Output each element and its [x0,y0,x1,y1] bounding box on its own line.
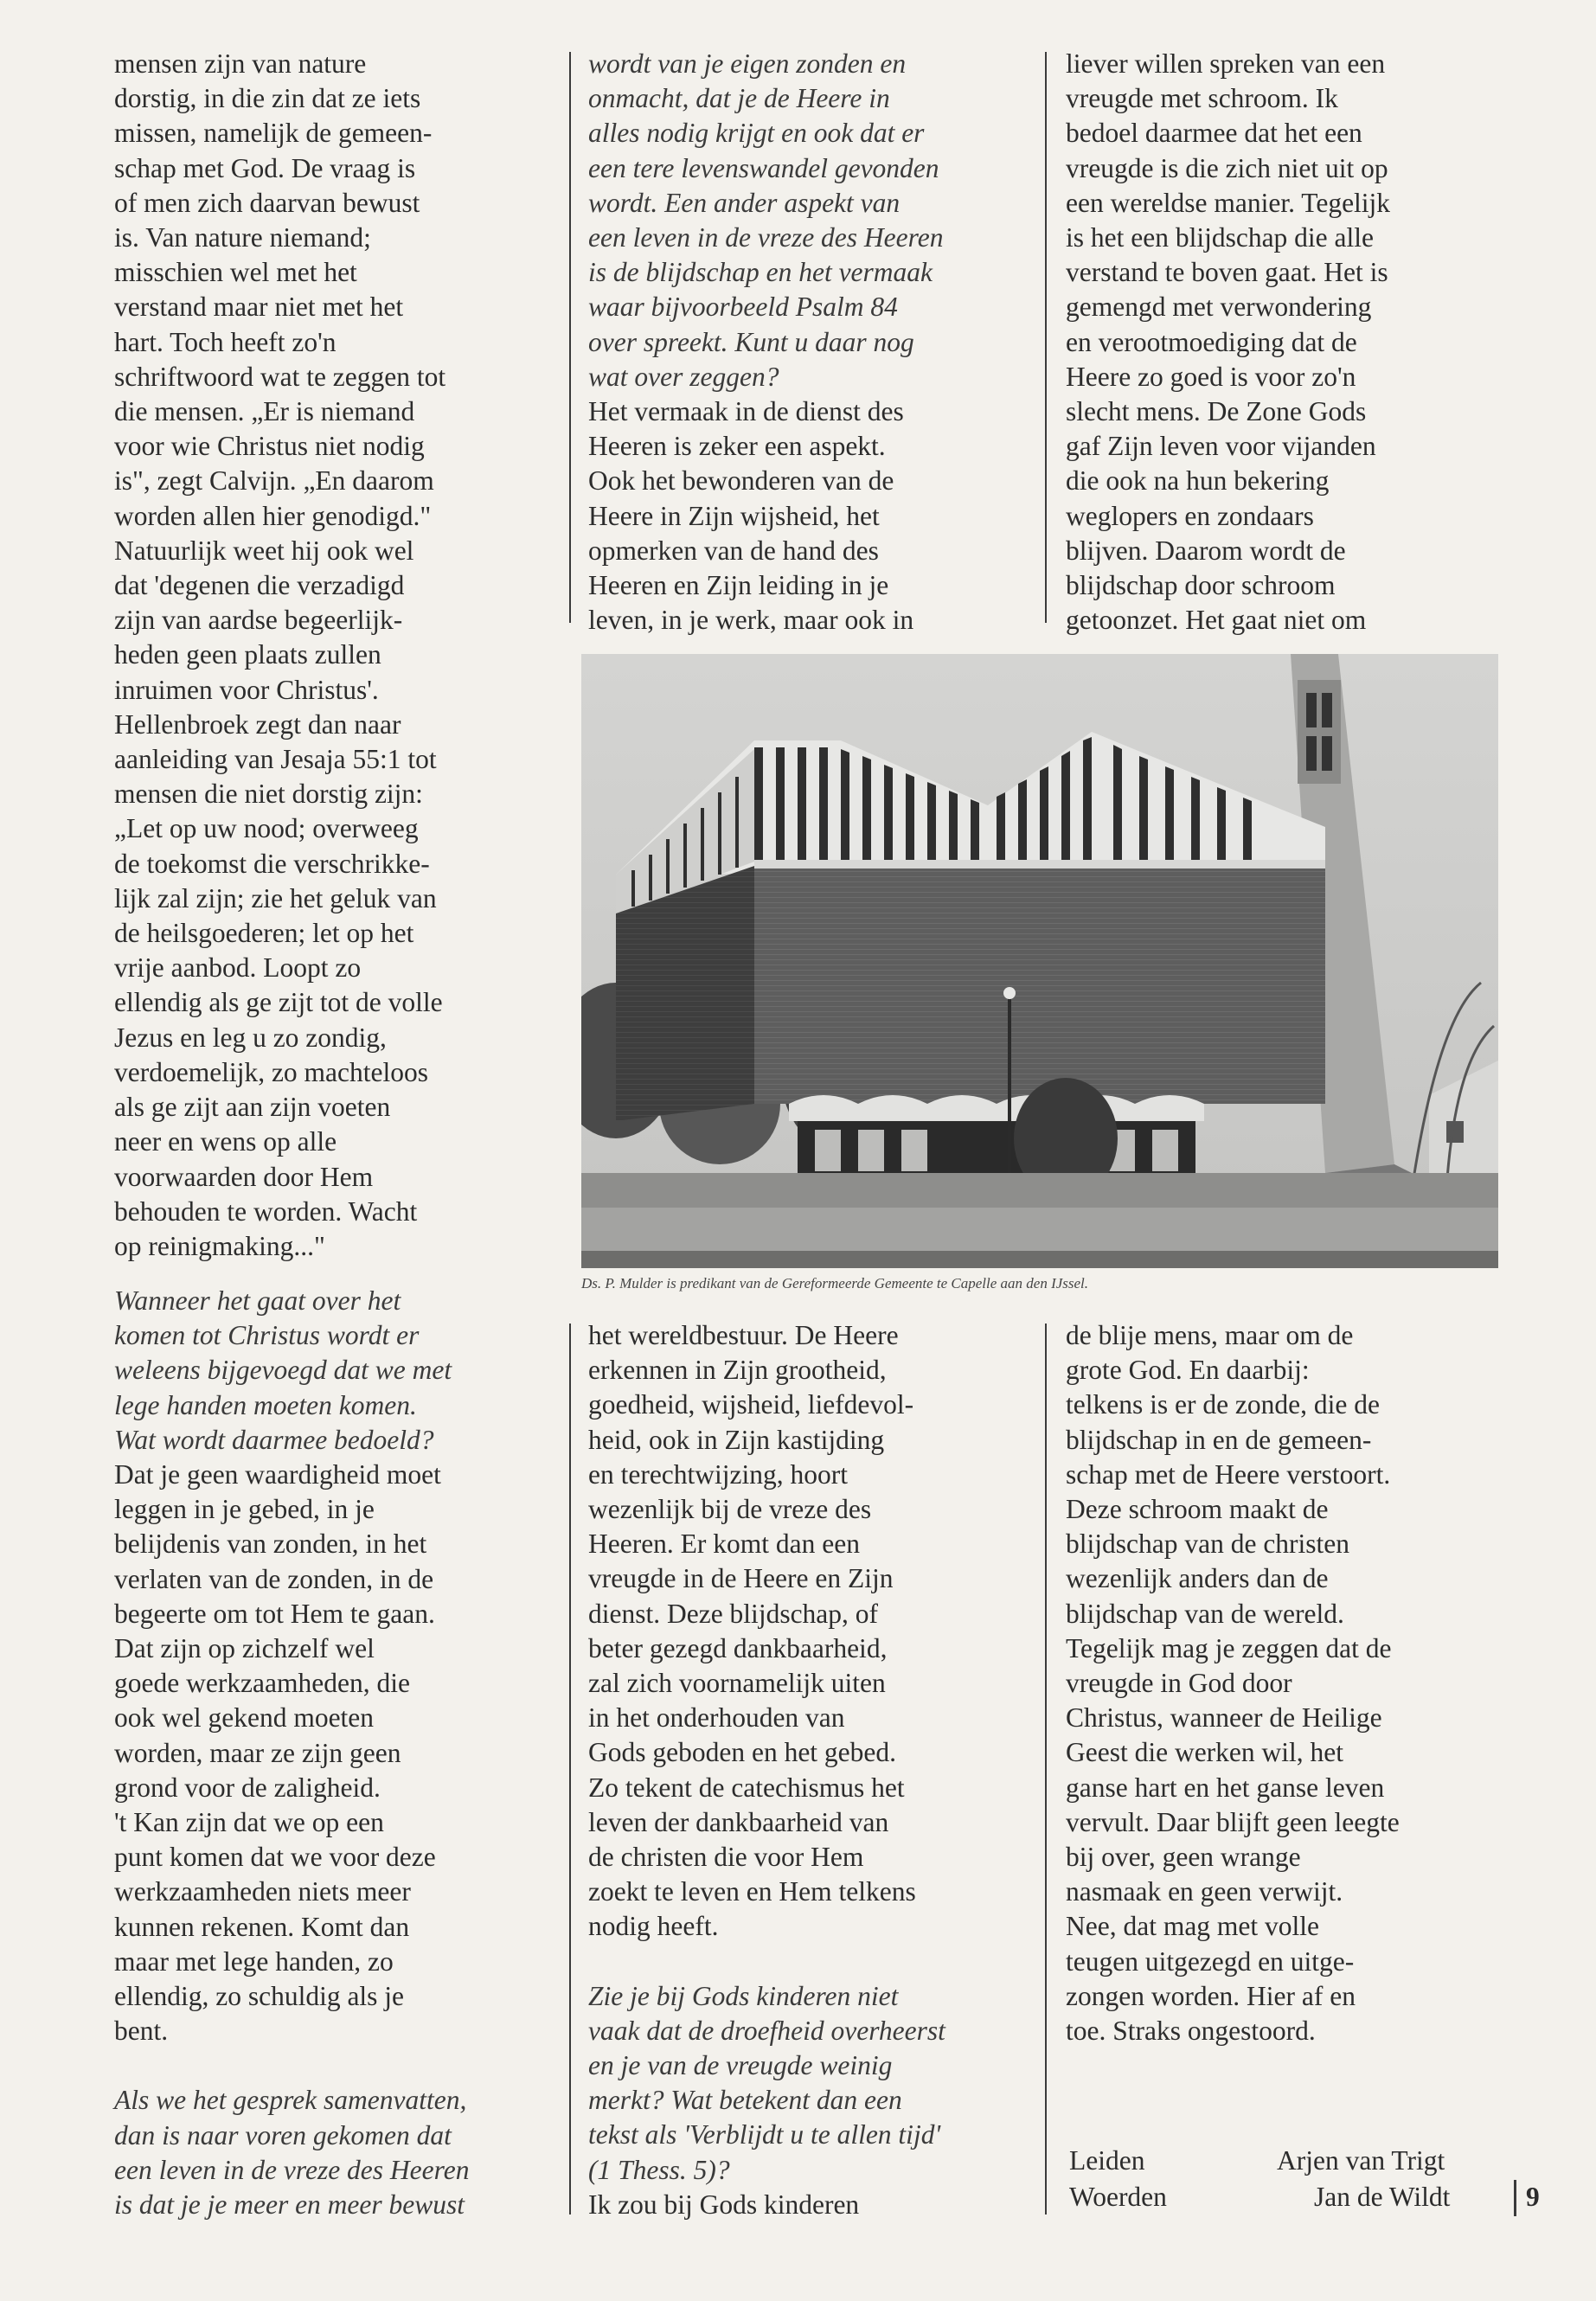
text-line: Heere in Zijn wijsheid, het [588,500,880,531]
question-line: en je van de vreugde weinig [588,2050,893,2081]
text-line: punt komen dat we voor deze [114,1842,436,1873]
text-line: ellendig als ge zijt tot de volle [114,987,443,1018]
text-line: is", zegt Calvijn. „En daarom [114,465,434,497]
text-line: blijdschap van de christen [1066,1529,1350,1560]
text-line: wezenlijk anders dan de [1066,1563,1329,1594]
text-line: is het een blijdschap die alle [1066,222,1375,253]
text-line: ook wel gekend moeten [114,1702,375,1734]
text-line: Gods geboden en het gebed. [588,1737,897,1768]
text-line: misschien wel met het [114,257,357,288]
question-line: waar bijvoorbeeld Psalm 84 [588,292,898,323]
column-rule [1045,1324,1047,2214]
text-line: dorstig, in die zin dat ze iets [114,83,421,114]
text-line: worden, maar ze zijn geen [114,1737,401,1768]
column-rule [1045,52,1047,623]
text-line: blijven. Daarom wordt de [1066,535,1346,566]
text-line: en verootmoediging dat de [1066,326,1357,357]
text-line: missen, namelijk de gemeen- [114,118,433,149]
signature-place-1: Leiden [1069,2145,1145,2176]
text-line: verlaten van de zonden, in de [114,1563,434,1594]
text-line: dat 'degenen die verzadigd [114,570,405,601]
text-line: vervult. Daar blijft geen leegte [1066,1806,1400,1837]
question-line: Wanneer het gaat over het [114,1285,401,1316]
church-photo [581,654,1498,1268]
question-line: alles nodig krijgt en ook dat er [588,118,925,149]
question-line: dan is naar voren gekomen dat [114,2119,452,2150]
text-line: mensen die niet dorstig zijn: [114,779,423,810]
text-line: kunnen rekenen. Komt dan [114,1911,410,1942]
text-line: liever willen spreken van een [1066,48,1386,79]
page-number: 9 [1526,2182,1540,2212]
text-line: weglopers en zondaars [1066,500,1314,531]
text-line: de christen die voor Hem [588,1842,864,1873]
question-line: (1 Thess. 5)? [588,2154,730,2185]
text-line: vreugde is die zich niet uit op [1066,152,1388,183]
column-rule [569,52,571,623]
question-line: wordt. Een ander aspekt van [588,187,901,218]
text-line: Zo tekent de catechismus het [588,1772,905,1803]
question-line: wat over zeggen? [588,361,779,392]
text-line: vreugde in de Heere en Zijn [588,1563,894,1594]
text-line: Hellenbroek zegt dan naar [114,708,401,740]
text-line: heden geen plaats zullen [114,639,381,670]
text-line: verdoemelijk, zo machteloos [114,1056,429,1087]
question-line: weleens bijgevoegd dat we met [114,1355,452,1386]
question-line: komen tot Christus wordt er [114,1320,420,1351]
text-line: Tegelijk mag je zeggen dat de [1066,1632,1392,1663]
text-line: neer en wens op alle [114,1126,337,1157]
column-rule [569,1324,571,2214]
column-3-top [1066,47,1498,638]
text-line: goede werkzaamheden, die [114,1668,410,1699]
text-line: of men zich daarvan bewust [114,187,420,218]
text-line: heid, ook in Zijn kastijding [588,1424,885,1455]
text-line: het wereldbestuur. De Heere [588,1320,899,1350]
text-line: gemengd met verwondering [1066,292,1372,323]
text-line: de heilsgoederen; let op het [114,918,414,949]
text-line: gaf Zijn leven voor vijanden [1066,431,1376,462]
text-line: en terechtwijzing, hoort [588,1458,849,1490]
text-line: Heeren en Zijn leiding in je [588,570,889,601]
signature-place-2: Woerden [1069,2182,1167,2212]
question-line: Wat wordt daarmee bedoeld? [114,1424,434,1455]
question-line: is dat je je meer en meer bewust [114,2189,465,2221]
text-line: toe. Straks ongestoord. [1066,2016,1316,2047]
text-line: is. Van nature niemand; [114,222,371,253]
question-line: tekst als 'Verblijdt u te allen tijd' [588,2119,941,2150]
text-line: die mensen. „Er is niemand [114,396,415,427]
text-line: belijdenis van zonden, in het [114,1529,427,1560]
text-line: nasmaak en geen verwijt. [1066,1876,1343,1907]
text-line: Het vermaak in de dienst des [588,396,904,427]
text-line: inruimen voor Christus'. [114,674,379,705]
text-line: lijk zal zijn; zie het geluk van [114,882,437,913]
text-line: worden allen hier genodigd." [114,500,432,531]
text-line: bij over, geen wrange [1066,1842,1301,1873]
text-line: Dat zijn op zichzelf wel [114,1633,375,1664]
text-line: de toekomst die verschrikke- [114,848,430,879]
text-line: vrije aanbod. Loopt zo [114,952,362,984]
text-line: goedheid, wijsheid, liefdevol- [588,1389,914,1420]
question-line: onmacht, dat je de Heere in [588,83,890,114]
question-line: is de blijdschap en het vermaak [588,257,933,288]
text-line: „Let op uw nood; overweeg [114,813,419,844]
text-line: Dat je geen waardigheid moet [114,1459,441,1490]
text-line: leggen in je gebed, in je [114,1494,375,1525]
text-line: Ik zou bij Gods kinderen [588,2189,860,2220]
text-line: aanleiding van Jesaja 55:1 tot [114,744,437,775]
text-line: zongen worden. Hier af en [1066,1980,1356,2011]
text-line: de blije mens, maar om de [1066,1320,1354,1350]
column-3-bottom [1066,1318,1498,2048]
column-1-top [114,47,542,1264]
question-line: een leven in de vreze des Heeren [588,222,944,253]
text-line: opmerken van de hand des [588,535,879,566]
text-line: vreugde in God door [1066,1668,1292,1699]
text-line: Heere zo goed is voor zo'n [1066,361,1356,392]
question-line: merkt? Wat betekent dan een [588,2085,902,2116]
text-line: mensen zijn van nature [114,48,367,79]
text-line: Christus, wanneer de Heilige [1066,1702,1382,1734]
text-line: zal zich voornamelijk uiten [588,1668,886,1699]
text-line: nodig heeft. [588,1911,719,1942]
text-line: schriftwoord wat te zeggen tot [114,361,446,392]
text-line: bedoel daarmee dat het een [1066,118,1362,149]
question-line: wordt van je eigen zonden en [588,48,907,79]
text-line: begeerte om tot Hem te gaan. [114,1598,435,1629]
text-line: blijdschap van de wereld. [1066,1598,1344,1629]
text-line: erkennen in Zijn grootheid, [588,1355,887,1386]
text-line: beter gezegd dankbaarheid, [588,1632,888,1663]
signature-name-1: Arjen van Trigt [1277,2145,1445,2176]
text-line: schap met de Heere verstoort. [1066,1458,1391,1490]
text-line: een wereldse manier. Tegelijk [1066,187,1391,218]
text-line: verstand maar niet met het [114,292,404,323]
text-line: op reinigmaking..." [114,1230,325,1261]
question-line: een leven in de vreze des Heeren [114,2154,470,2185]
text-line: voor wie Christus niet nodig [114,431,425,462]
text-line: Jezus en leg u zo zondig, [114,1022,387,1053]
text-line: ganse hart en het ganse leven [1066,1772,1385,1803]
text-line: als ge zijt aan zijn voeten [114,1092,391,1123]
text-line: hart. Toch heeft zo'n [114,326,337,357]
text-line: getoonzet. Het gaat niet om [1066,605,1367,636]
text-line: wezenlijk bij de vreze des [588,1494,872,1525]
text-line: leven der dankbaarheid van [588,1806,889,1837]
text-line: Nee, dat mag met volle [1066,1911,1320,1942]
question-line: Als we het gesprek samenvatten, [114,2085,467,2116]
text-line: Geest die werken wil, het [1066,1737,1344,1768]
text-line: blijdschap in en de gemeen- [1066,1424,1372,1455]
text-line: dienst. Deze blijdschap, of [588,1598,879,1629]
text-line: zijn van aardse begeerlijk- [114,605,403,636]
question-line: een tere levenswandel gevonden [588,152,939,183]
text-line: slecht mens. De Zone Gods [1066,396,1367,427]
paragraph-gap [114,2048,542,2083]
paragraph-gap [588,1945,1021,1979]
text-line: werkzaamheden niets meer [114,1876,411,1907]
text-line: Deze schroom maakt de [1066,1494,1329,1525]
text-line: Natuurlijk weet hij ook wel [114,535,414,566]
text-line: telkens is er de zonde, die de [1066,1389,1380,1420]
text-line: verstand te boven gaat. Het is [1066,257,1388,288]
text-line: vreugde met schroom. Ik [1066,83,1338,114]
text-line: grond voor de zaligheid. [114,1772,381,1803]
question-line: vaak dat de droefheid overheerst [588,2015,945,2046]
text-line: Ook het bewonderen van de [588,465,894,497]
text-line: bent. [114,2016,169,2047]
text-line: in het onderhouden van [588,1702,845,1734]
signature-name-2: Jan de Wildt [1314,2182,1451,2212]
photo-caption: Ds. P. Mulder is predikant van de Gereformeerde Gemeente te Capelle aan den IJssel. [581,1275,1089,1292]
text-line: voorwaarden door Hem [114,1161,374,1192]
text-line: Heeren. Er komt dan een [588,1529,860,1560]
text-line: 't Kan zijn dat we op een [114,1807,384,1838]
text-line: ellendig, zo schuldig als je [114,1981,405,2012]
text-line: maar met lege handen, zo [114,1945,394,1977]
text-line: die ook na hun bekering [1066,465,1330,497]
question-line: over spreekt. Kunt u daar nog [588,326,914,357]
text-line: zoekt te leven en Hem telkens [588,1876,916,1907]
column-2-bottom [588,1318,1021,2222]
text-line: teugen uitgezegd en uitge- [1066,1945,1355,1977]
text-line: leven, in je werk, maar ook in [588,605,914,636]
text-line: Heeren is zeker een aspekt. [588,431,886,462]
text-line: behouden te worden. Wacht [114,1195,418,1227]
column-1-bottom [114,1284,542,2222]
page-number-rule [1514,2180,1516,2216]
question-line: Zie je bij Gods kinderen niet [588,1980,899,2011]
text-line: blijdschap door schroom [1066,570,1336,601]
text-line: schap met God. De vraag is [114,152,416,183]
column-2-top [588,47,1021,638]
question-line: lege handen moeten komen. [114,1389,417,1420]
text-line: grote God. En daarbij: [1066,1355,1310,1386]
